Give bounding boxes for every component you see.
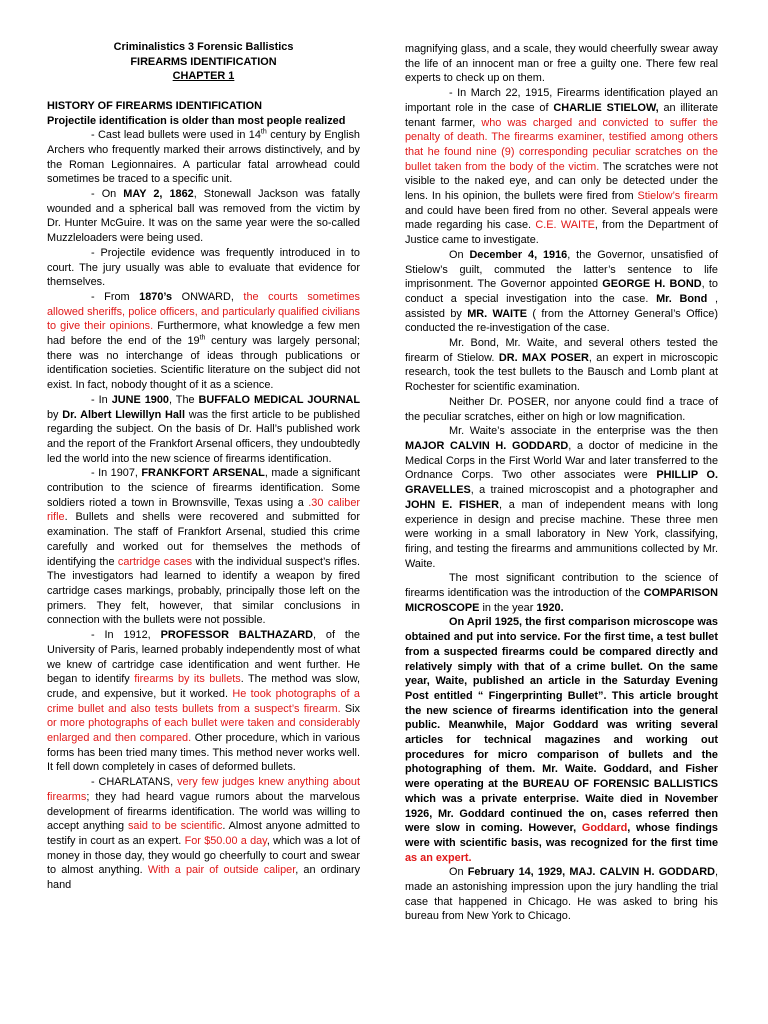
text-run: GEORGE H. BOND bbox=[602, 278, 702, 291]
text-run: cartridge cases bbox=[117, 555, 193, 568]
text-run: , made a significant contribution to the science of firearms identification. Some soldiers rioted a town in Brownsville, Texas using a bbox=[47, 467, 361, 509]
text-run: - From bbox=[91, 290, 140, 303]
text-run: ONWARD, bbox=[172, 290, 244, 303]
text-run: MAY 2, 1862 bbox=[123, 188, 194, 201]
text-run: - In bbox=[91, 393, 112, 406]
text-run: , of the University of Paris, learned probably independently most of what we knew of cartridge case identification and went further. He began to identify bbox=[47, 629, 360, 686]
text-run: said to be scientific bbox=[127, 820, 223, 833]
text-run: century was largely personal; there was no interchange of ideas through publications or identification societies. Scientific literature on the subject did not exist. In fact, nobody thought of it as a science. bbox=[47, 335, 360, 392]
text-run: . The method was slow, crude, and expensive, but it worked. bbox=[47, 673, 360, 700]
text-run: Neither Dr. POSER, nor anyone could find a trace of the peculiar scratches, either on high or low magnification. bbox=[405, 395, 718, 423]
text-run: was the first article to be published regarding the subject. On the basis of Dr. Hall’s published work and the report of the Frankfort Arsenal officers, they undoubtedly led the world into the new science of firearms identification. bbox=[47, 408, 360, 465]
paragraph bbox=[405, 336, 718, 395]
paragraph bbox=[47, 466, 360, 628]
text-run: by bbox=[47, 408, 63, 421]
text-run: Dr. Albert Llewillyn Hall bbox=[62, 408, 185, 421]
text-run: or more photographs of each bullet were taken and considerably enlarged and then compared. bbox=[47, 717, 360, 745]
text-run: , which was a lot of money in those day, they would go cheerfully to court and swear to almost anything. bbox=[47, 834, 360, 877]
text-run: .30 caliber rifle bbox=[47, 496, 361, 524]
text-run: On bbox=[449, 248, 470, 261]
text-run: 1870’s bbox=[139, 290, 173, 303]
text-run: Goddard bbox=[581, 822, 628, 835]
subject-title: FIREARMS IDENTIFICATION bbox=[130, 55, 277, 68]
section-subheading: Projectile identification is older than most people realized bbox=[47, 114, 346, 127]
text-run: December 4, 1916 bbox=[469, 248, 568, 261]
text-run: magnifying glass, and a scale, they would cheerfully swear away the life of an innocent man or free a guilty one. There few real experts to check up on them. bbox=[405, 43, 718, 85]
text-run: , The bbox=[168, 393, 199, 406]
text-run: - Cast lead bullets were used in 14 bbox=[91, 129, 261, 142]
text-run: The scratches were not visible to the naked eye, and can only be detected under the lens. In his opinion, the bullets were fired from bbox=[405, 160, 718, 203]
text-run: century by English Archers who frequently marked their arrows distinctively, and by the Roman Legionnaires. A particular fatal arrowhead could sometimes be traced to a specific unit. bbox=[47, 129, 360, 186]
text-run: the courts sometimes allowed sheriffs, police officers, and particularly qualified civilians to give their opinions. bbox=[47, 290, 360, 333]
paragraph bbox=[47, 187, 360, 246]
text-run: , made an astonishing impression upon the jury handling the trial case that happened in Chicago. He was asked to bring his bureau from New York to Chicago. bbox=[405, 866, 718, 923]
text-run: The most significant contribution to the science of firearms identification was the introduction of the bbox=[405, 572, 718, 600]
paragraph bbox=[405, 395, 718, 424]
text-run: Six bbox=[340, 702, 361, 715]
text-run: DR. MAX POSER bbox=[498, 351, 589, 364]
text-run: For $50.00 a day bbox=[184, 834, 267, 847]
text-run: - In March 22, 1915, Firearms identification played an important role in the case of bbox=[405, 87, 718, 114]
text-run: . Almost anyone admitted to testify in court as an expert. bbox=[47, 820, 360, 847]
text-run: th bbox=[260, 128, 267, 136]
text-run: MAJOR CALVIN H. GODDARD bbox=[405, 439, 569, 452]
text-run: Mr. Bond bbox=[656, 292, 708, 305]
paragraph bbox=[47, 290, 360, 393]
text-run: Other procedure, which in various forms has been tried many times. This method never works well. It fell down completely in cases of deformed bullets. bbox=[47, 732, 360, 774]
text-run: th bbox=[199, 334, 206, 342]
text-run: an illiterate tenant farmer, bbox=[405, 101, 718, 129]
course-title: Criminalistics 3 Forensic Ballistics bbox=[113, 41, 294, 53]
text-run: JUNE 1900 bbox=[111, 393, 169, 406]
left-column bbox=[47, 40, 360, 893]
section-heading: HISTORY OF FIREARMS IDENTIFICATION bbox=[47, 99, 262, 112]
text-run: - On bbox=[91, 188, 124, 201]
text-run: MR. WAITE bbox=[467, 307, 527, 320]
paragraph bbox=[47, 775, 360, 893]
text-run: - In 1912, bbox=[91, 629, 161, 642]
text-run: - In 1907, bbox=[91, 467, 142, 480]
right-column bbox=[405, 42, 718, 924]
text-run: COMPARISON MICROSCOPE bbox=[405, 587, 718, 614]
text-run: CHARLIE STIELOW, bbox=[553, 101, 659, 114]
text-run: JOHN E. FISHER bbox=[405, 498, 499, 511]
text-run: , a trained microscopist and a photographer and bbox=[470, 484, 718, 497]
paragraph bbox=[405, 424, 718, 571]
text-run: , an expert in microscopic research, took the test bullets to the Bausch and Lomb plant at Rochester for scientific examination. bbox=[405, 351, 718, 394]
text-run: , a man of independent means with long experience in design and precise machine. These three men were working in a small laboratory in New York, classifying, firing, and testing the firearms and ammunitions collected by Mr. Waite. bbox=[405, 498, 718, 570]
text-run: ( from the Attorney General’s Office) conducted the re-investigation of the case. bbox=[405, 307, 718, 335]
paragraph bbox=[405, 42, 718, 86]
chapter-title: CHAPTER 1 bbox=[172, 70, 235, 83]
text-run: Mr. Bond, Mr. Waite, and several others tested the firearm of Stielow. bbox=[405, 337, 718, 364]
text-run: who was charged and convicted to suffer the penalty of death. The firearms examiner, testified among others that he found nine (9) corresponding peculiar scratches on the bullet taken from the body of the victim. bbox=[405, 116, 718, 173]
text-run: BUFFALO MEDICAL JOURNAL bbox=[198, 393, 360, 406]
text-run: . Bullets and shells were recovered and submitted for examination. The staff of Frankfort Arsenal, studied this crime carefully and worked out for themselves the methods of identifying the bbox=[47, 511, 360, 568]
text-run: , assisted by bbox=[405, 292, 718, 320]
paragraph bbox=[405, 86, 718, 248]
text-run: Furthermore, what knowledge a few men had before the end of the 19 bbox=[47, 320, 360, 348]
text-run: with the individual suspect’s rifles. The investigators had learned to identify a weapon by fired cartridge cases markings, probably, principally those left on the primers. They felt, however, that similar conclusions in connection with the bullets were not possible. bbox=[47, 555, 361, 627]
text-run: C.E. WAITE bbox=[535, 219, 595, 232]
text-run: in the year bbox=[479, 601, 537, 614]
text-run: On bbox=[449, 866, 468, 879]
text-run: - Projectile evidence was frequently introduced in to court. The jury usually was able to evaluate that evidence for themselves. bbox=[47, 246, 360, 289]
paragraph bbox=[47, 128, 360, 187]
text-run: PROFESSOR BALTHAZARD bbox=[160, 629, 314, 642]
paragraph bbox=[405, 615, 718, 865]
text-run: PHILLIP O. GRAVELLES bbox=[405, 469, 719, 497]
text-run: , an ordinary hand bbox=[47, 864, 361, 892]
text-run: , whose findings were with scientific basis, was recognized for the first time bbox=[405, 822, 718, 849]
paragraph bbox=[47, 393, 360, 467]
paragraph bbox=[405, 248, 718, 336]
text-run: , the Governor, unsatisfied of Stielow’s guilt, commuted the latter’s sentence to life imprisonment. The Governor appointed bbox=[405, 248, 718, 291]
text-run: - CHARLATANS, bbox=[91, 776, 178, 789]
text-run: February 14, 1929, MAJ. CALVIN H. GODDARD bbox=[467, 866, 715, 879]
text-run: firearms by its bullets bbox=[134, 673, 241, 686]
text-run: With a pair of outside caliper bbox=[147, 864, 296, 877]
paragraph bbox=[405, 865, 718, 924]
text-run: On April 1925, the first comparison microscope was obtained and put into service. For the first time, a test bullet from a suspected firearms could be compared directly and relatively simply with that of a crime bullet. On the same year, Waite, published an article in the Saturday Evening Post entitled “ Fingerprinting Bullet”. This article brought the new science of firearms identification into the general public. Meanwhile, Major Goddard was writing several articles for technical magazines and working out procedures for micro comparison of bullets and the photographing of them. Mr. Waite. Goddard, and Fisher were operating at the BUREAU OF FORENSIC BALLISTICS which was a private enterprise. Waite died in November 1926, Mr. Goddard continued the on, cases referred then were slow in coming. However, bbox=[405, 616, 718, 835]
paragraph bbox=[47, 628, 360, 775]
paragraph bbox=[405, 571, 718, 615]
text-run: very few judges knew anything about firearms bbox=[47, 776, 360, 803]
text-run: He took photographs of a crime bullet and also tests bullets from a suspect’s firearm. bbox=[47, 687, 360, 715]
text-run: , from the Department of Justice came to investigate. bbox=[405, 219, 718, 247]
text-run: ; they had heard vague rumors about the marvelous development of firearms identification. The world was willing to accept anything bbox=[47, 790, 360, 833]
text-run: Stielow’s firearm bbox=[637, 190, 718, 203]
text-run: , to conduct a special investigation into the case. bbox=[405, 278, 718, 305]
text-run: Mr. Waite’s associate in the enterprise was the then bbox=[449, 425, 718, 438]
paragraph bbox=[47, 246, 360, 290]
text-run: FRANKFORT ARSENAL bbox=[141, 467, 265, 480]
text-run: 1920. bbox=[536, 601, 564, 614]
text-run: as an expert. bbox=[405, 851, 472, 864]
text-run: and could have been fired from no other. Several appeals were made regarding his case. bbox=[405, 204, 718, 232]
text-run: , a doctor of medicine in the Medical Corps in the First World War and later transferred to the Ordnance Corps. Two other associates were bbox=[405, 439, 718, 482]
text-run: , Stonewall Jackson was fatally wounded and a spherical ball was removed from the victim by Dr. Hunter McGuire. It was on the same year were the so-called Muzzleloaders were being used. bbox=[47, 188, 360, 245]
